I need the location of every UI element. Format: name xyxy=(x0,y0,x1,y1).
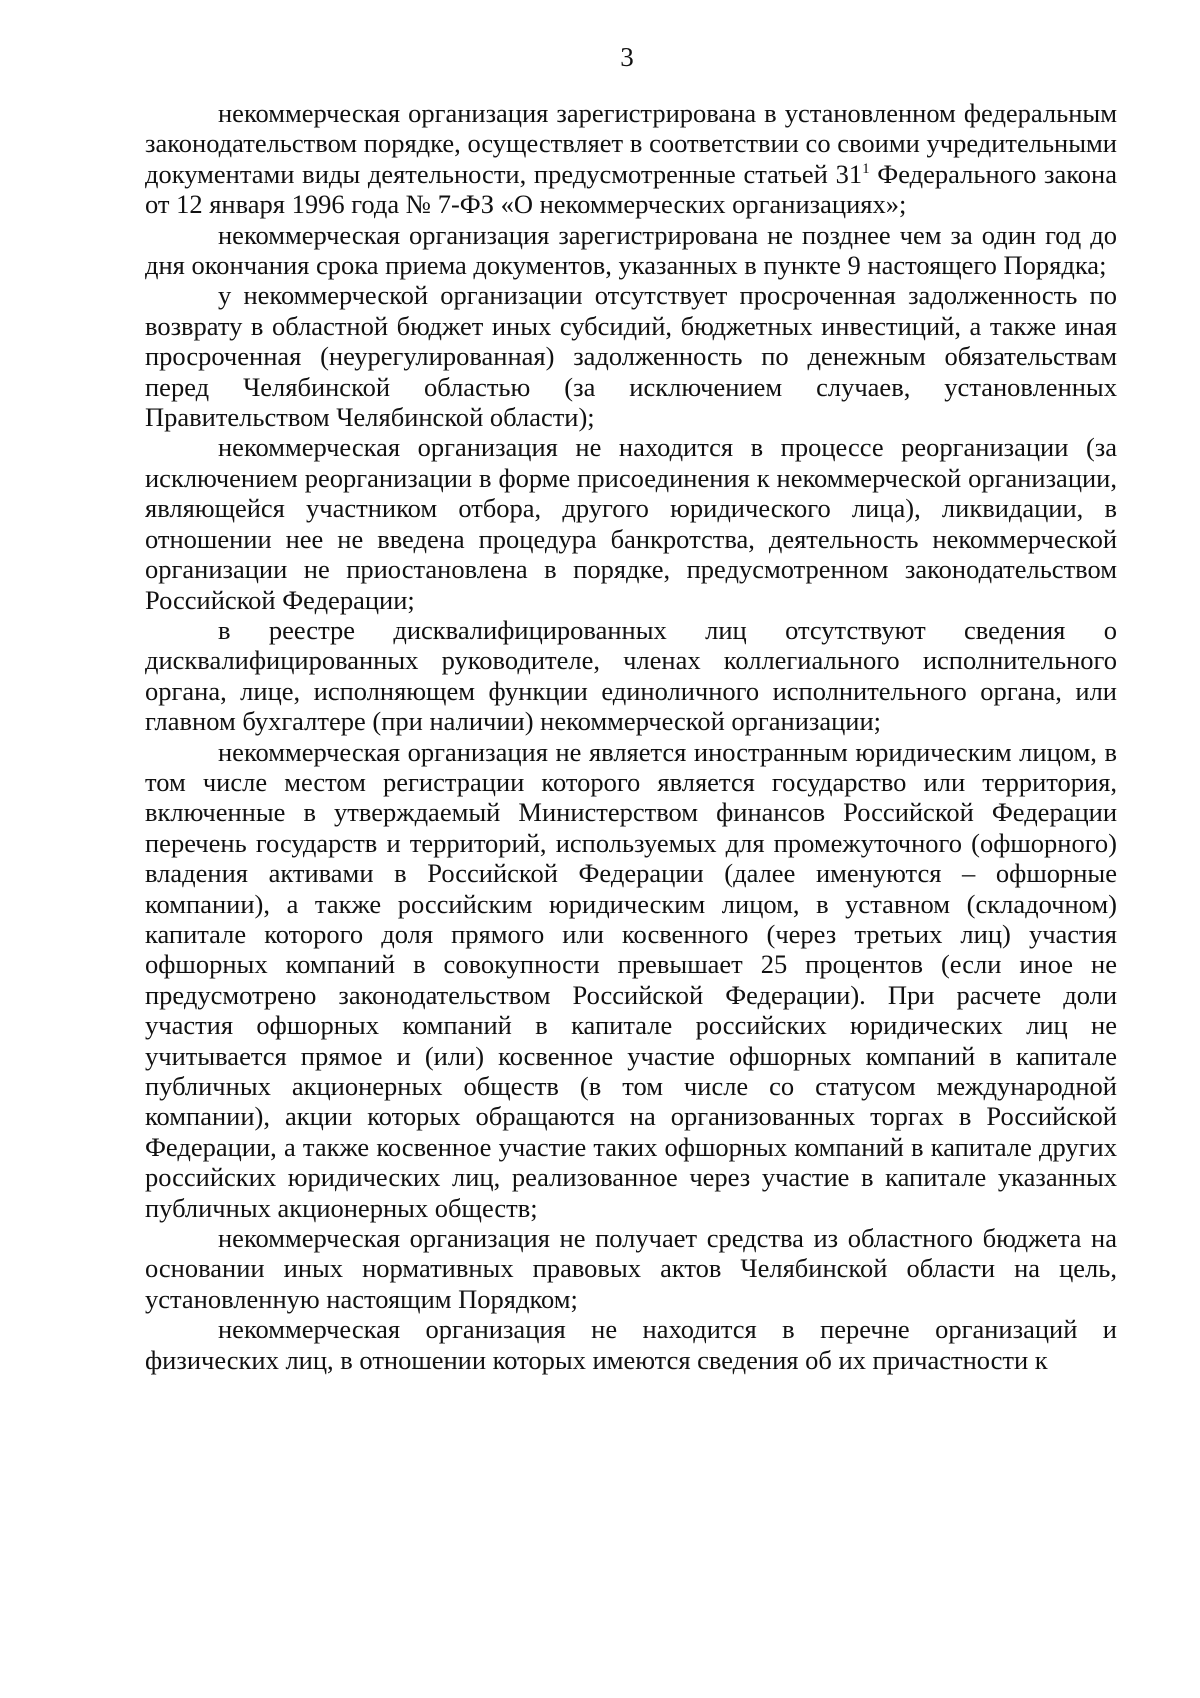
document-body xyxy=(145,98,1117,1375)
paragraph-1-text: некоммерческая организация зарегистрирована в установленном федеральным законодательством порядке, осуществляет в соответствии со своими учредительными документами виды деятельности, предусмотренные статьей 31 xyxy=(145,98,1117,189)
paragraph-7: некоммерческая организация не получает средства из областного бюджета на основании иных нормативных правовых актов Челябинской области на цель, установленную настоящим Порядком; xyxy=(145,1223,1117,1314)
page-number: 3 xyxy=(620,42,634,72)
paragraph-8: некоммерческая организация не находится в перечне организаций и физических лиц, в отношении которых имеются сведения об их причастности к xyxy=(145,1314,1117,1375)
paragraph-5: в реестре дисквалифицированных лиц отсутствуют сведения о дисквалифицированных руководителе, членах коллегиального исполнительного органа, лице, исполняющем функции единоличного исполнительного органа, или главном бухгалтере (при наличии) некоммерческой организации; xyxy=(145,614,1117,737)
superscript-article-number: 1 xyxy=(862,160,870,177)
paragraph-3: у некоммерческой организации отсутствует просроченная задолженность по возврату в областной бюджет иных субсидий, бюджетных инвестиций, а также иная просроченная (неурегулированная) задолженность по денежным обязательствам перед Челябинской областью (за исключением случаев, установленных Правительством Челябинской области); xyxy=(145,280,1117,433)
paragraph-2: некоммерческая организация зарегистрирована не позднее чем за один год до дня окончания срока приема документов, указанных в пункте 9 настоящего Порядка; xyxy=(145,219,1117,281)
paragraph-1 xyxy=(145,98,1117,220)
paragraph-1-text-cont: Федерального закона от 12 января 1996 года № 7-ФЗ «О некоммерческих организациях»; xyxy=(145,158,1118,220)
paragraph-6: некоммерческая организация не является иностранным юридическим лицом, в том числе местом регистрации которого является государство или территория, включенные в утверждаемый Министерством финансов Российской Федерации перечень государств и территорий, используемых для промежуточного (офшорного) владения активами в Российской Федерации (далее именуются – офшорные компании), а также российским юридическим лицом, в уставном (складочном) капитале которого доля прямого или косвенного (через третьих лиц) участия офшорных компаний в совокупности превышает 25 процентов (если иное не предусмотрено законодательством Российской Федерации). При расчете доли участия офшорных компаний в капитале российских юридических лиц не учитывается прямое и (или) косвенное участие офшорных компаний в капитале публичных акционерных обществ (в том числе со статусом международной компании), акции которых обращаются на организованных торгах в Российской Федерации, а также косвенное участие таких офшорных компаний в капитале других российских юридических лиц, реализованное через участие в капитале указанных публичных акционерных обществ; xyxy=(145,736,1117,1223)
paragraph-4: некоммерческая организация не находится в процессе реорганизации (за исключением реорганизации в форме присоединения к некоммерческой организации, являющейся участником отбора, другого юридического лица), ликвидации, в отношении нее не введена процедура банкротства, деятельность некоммерческой организации не приостановлена в порядке, предусмотренном законодательством Российской Федерации; xyxy=(145,432,1117,615)
